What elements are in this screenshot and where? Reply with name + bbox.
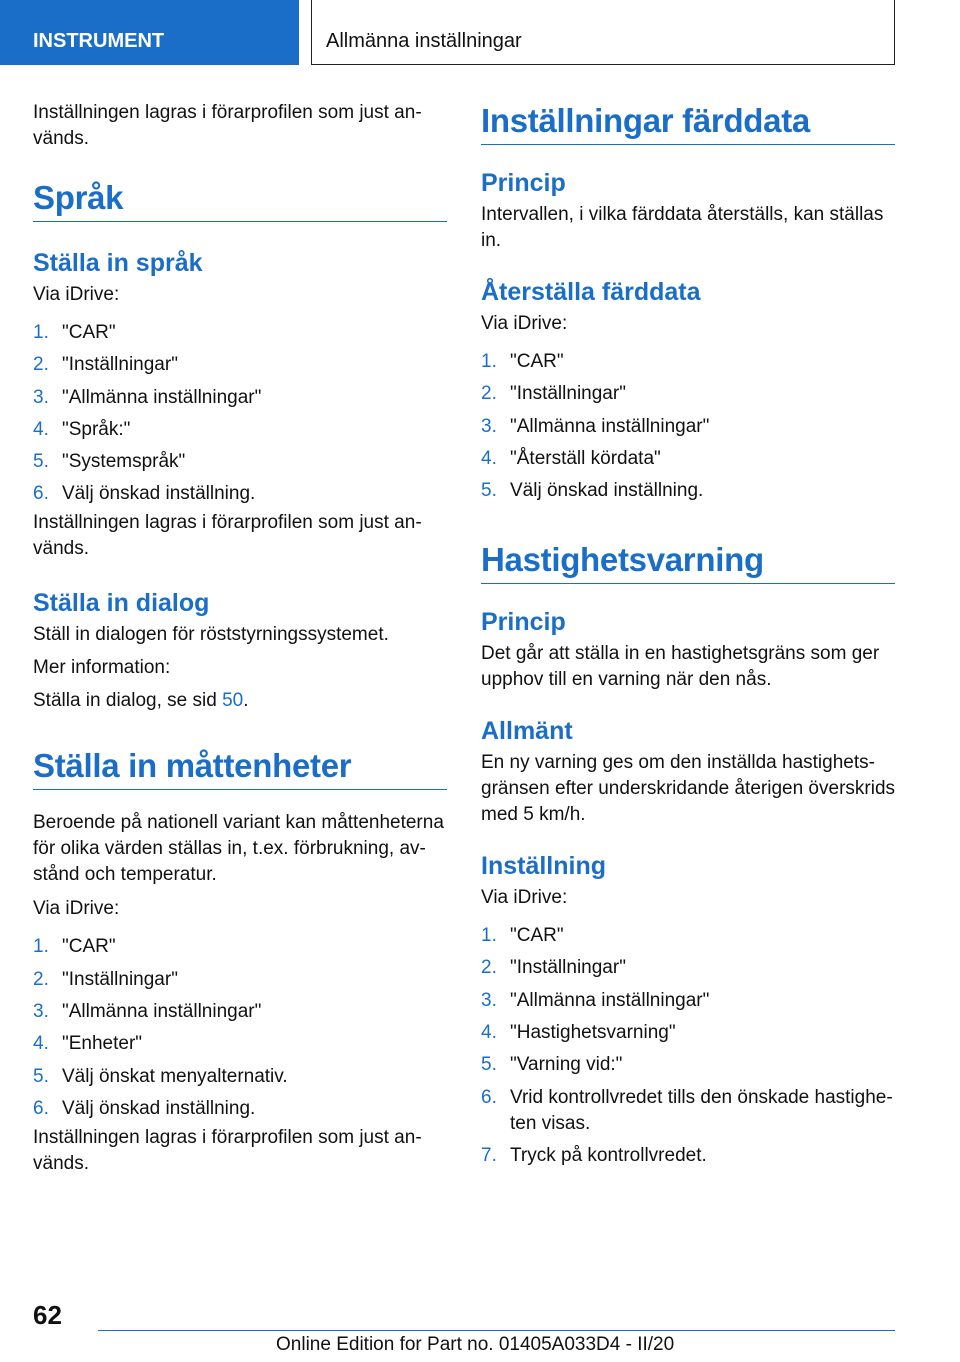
via-idrive-label: Via iDrive: (33, 898, 120, 920)
list-item: 1. "CAR" (481, 925, 564, 947)
section-title: INSTRUMENT (33, 30, 165, 52)
list-item: 5. "Varning vid:" (481, 1054, 623, 1076)
via-idrive-label: Via iDrive: (33, 284, 120, 305)
sprak-note: Inställningen lagras i förarprofilen som just används. (33, 512, 422, 560)
list-item: 2. "Inställningar" (481, 383, 626, 405)
list-item: 1. "CAR" (33, 322, 116, 343)
units-note: Inställningen lagras i förarprofilen som just används. (33, 1126, 422, 1174)
list-item: 4. "Språk:" (33, 418, 131, 440)
footer-edition: Online Edition for Part no. 01405A033D4 - II/20 (276, 1334, 675, 1355)
list-item: 4. "Återställ kördata" (481, 447, 661, 469)
more-info-label: Mer information: (33, 657, 171, 679)
list-item: 1. "CAR" (33, 936, 116, 958)
heading-hastighetsvarning: Hastighetsvarning (481, 541, 895, 584)
list-item: 4. "Hastighetsvarning" (481, 1022, 676, 1044)
list-item: 5. Välj önskad inställning. (481, 480, 704, 502)
page-reference-link[interactable]: 50 (222, 690, 244, 712)
dialog-reference: Ställa in dialog, se sid 50. (33, 690, 249, 712)
subheading-installning: Inställning (481, 852, 606, 881)
chapter-header (311, 0, 895, 65)
left-column (33, 100, 447, 1188)
subheading-princip: Princip (481, 169, 566, 197)
subheading-allmant: Allmänt (481, 717, 573, 746)
units-steps (33, 934, 447, 1121)
list-item: 3. "Allmänna inställningar" (481, 415, 710, 437)
list-item: 3. "Allmänna inställningar" (33, 1001, 262, 1023)
units-text: Beroende på nationell variant kan måttenheterna för olika värden ställas in, t.ex. förbrukning, avstånd och temperatur. (33, 812, 444, 886)
page-number: 62 (33, 1300, 62, 1330)
list-item: 2. "Inställningar" (33, 354, 178, 376)
trip-steps (481, 349, 895, 504)
dialog-text: Ställ in dialogen för röststyrningssystemet. (33, 624, 389, 646)
list-item: 6. Välj önskad inställning. (33, 1097, 256, 1119)
list-item: 2. "Inställningar" (481, 957, 626, 979)
list-item: 5. "Systemspråk" (33, 451, 186, 473)
list-item: 3. "Allmänna inställningar" (33, 386, 262, 408)
list-item: 6. Välj önskad inställning. (33, 483, 256, 505)
heading-sprak: Språk (33, 179, 447, 222)
list-item: 5. Välj önskat menyalternativ. (33, 1065, 288, 1087)
chapter-title: Allmänna inställningar (326, 30, 522, 52)
via-idrive-label: Via iDrive: (481, 313, 568, 334)
trip-principle-text: Intervallen, i vilka färddata återställs, kan ställas in. (481, 204, 884, 251)
section-tab (0, 0, 299, 65)
right-column (481, 102, 895, 1178)
subheading-stalla-in-sprak: Ställa in språk (33, 249, 203, 277)
list-item: 4. "Enheter" (33, 1033, 143, 1055)
via-idrive-label: Via iDrive: (481, 887, 568, 909)
speed-principle-text: Det går att ställa in en hastighetsgräns som ger upphov till en varning när den nås. (481, 643, 880, 691)
list-item: 2. "Inställningar" (33, 968, 178, 990)
heading-installningar-farddata: Inställningar färddata (481, 102, 895, 145)
intro-paragraph: Inställningen lagras i förarprofilen som just används. (33, 102, 422, 149)
speed-general-text: En ny varning ges om den inställda hastighetsgränsen efter underskridande återigen överskrids med 5 km/h. (481, 752, 896, 826)
sprak-steps (33, 320, 447, 507)
heading-stalla-in-mattenheter: Ställa in måttenheter (33, 747, 447, 790)
subheading-aterstalla-farddata: Återställa färddata (481, 278, 701, 306)
list-item: 3. "Allmänna inställningar" (481, 989, 710, 1011)
list-item: 6. Vrid kontrollvredet tills den önskade hastigheten visas. (481, 1086, 893, 1134)
list-item: 7. Tryck på kontrollvredet. (481, 1144, 707, 1166)
subheading-princip: Princip (481, 608, 566, 637)
speed-steps (481, 923, 895, 1169)
subheading-stalla-in-dialog: Ställa in dialog (33, 589, 210, 618)
footer-divider (98, 1330, 895, 1331)
list-item: 1. "CAR" (481, 351, 564, 372)
